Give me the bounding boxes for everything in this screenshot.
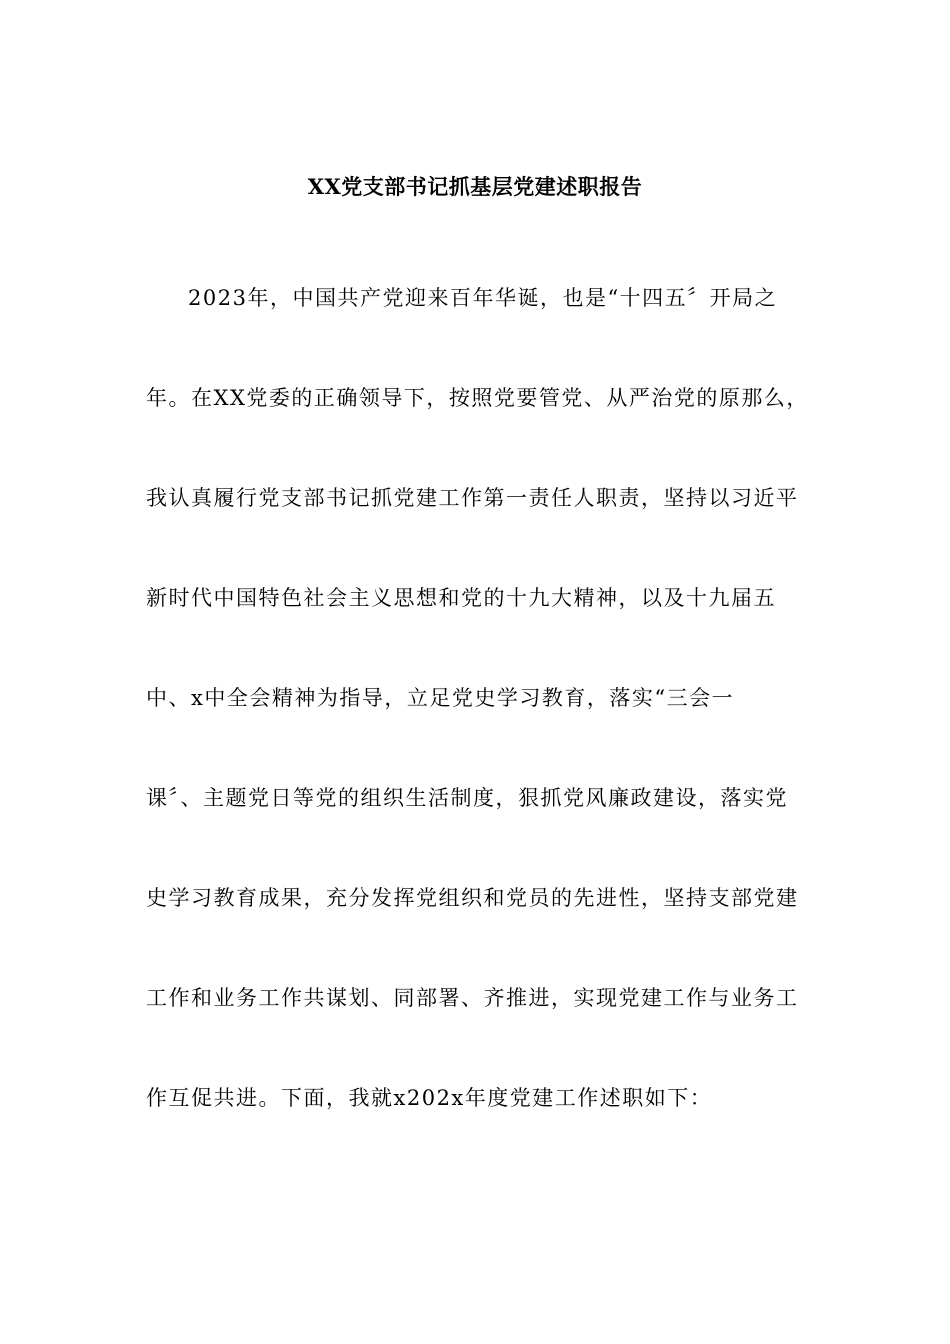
paragraph-line-3: 我认真履行党支部书记抓党建工作第一责任人职责，坚持以习近平: [146, 486, 799, 510]
paragraph-line-8: 工作和业务工作共谋划、同部署、齐推进，实现党建工作与业务工: [146, 986, 799, 1010]
paragraph-line-1: 2023年，中国共产党迎来百年华诞，也是“十四五〞开局之: [188, 286, 778, 310]
paragraph-line-6: 课〞、主题党日等党的组织生活制度，狠抓党风廉政建设，落实党: [146, 786, 788, 810]
paragraph-line-9: 作互促共进。下面，我就x202x年度党建工作述职如下：: [146, 1086, 713, 1110]
paragraph-line-7: 史学习教育成果，充分发挥党组织和党员的先进性，坚持支部党建: [146, 886, 799, 910]
paragraph-line-4: 新时代中国特色社会主义思想和党的十九大精神，以及十九届五: [146, 586, 776, 610]
paragraph-line-2: 年。在XX党委的正确领导下，按照党要管党、从严治党的原那么，: [146, 386, 809, 410]
paragraph-line-5: 中、x中全会精神为指导，立足党史学习教育，落实“三会一: [146, 686, 735, 710]
document-title: XX党支部书记抓基层党建述职报告: [307, 174, 643, 199]
